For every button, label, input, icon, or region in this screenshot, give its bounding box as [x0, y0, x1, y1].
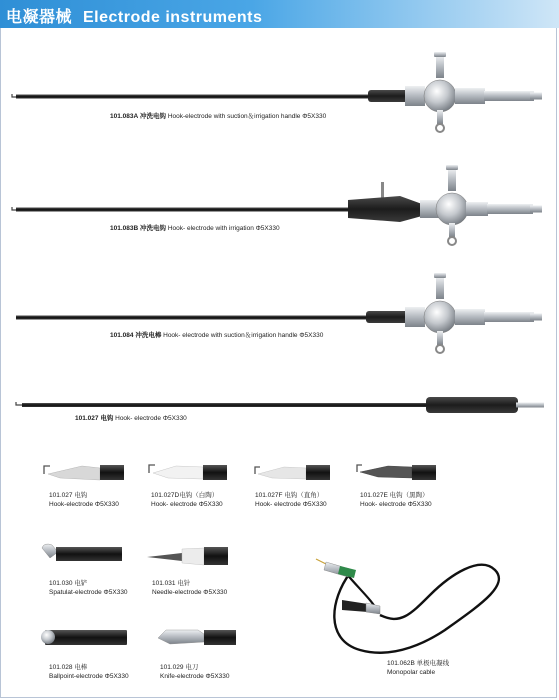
- instrument-101-083b-illustration: [12, 165, 542, 245]
- tip-101-027f-illustration: [255, 465, 330, 480]
- caption-tip-101-027f: 101.027F 电钩（直角） Hook- electrode Φ5X330: [255, 492, 327, 508]
- caption-tip-101-030: 101.030 电铲 Spatulat-electrode Φ5X330: [49, 580, 128, 596]
- caption-101-083b: 101.083B 冲洗电钩 Hook- electrode with irrigation Φ5X330: [110, 225, 280, 232]
- caption-101-083a: 101.083A 冲洗电钩 Hook-electrode with suction＆irrigation handle Φ5X330: [110, 113, 327, 120]
- tip-101-031-illustration: [147, 547, 228, 565]
- caption-tip-101-027d: 101.027D电钩（白陶） Hook- electrode Φ5X330: [151, 492, 223, 508]
- caption-tip-101-027e: 101.027E 电钩（黑陶） Hook- electrode Φ5X330: [360, 492, 432, 508]
- page-title-en: Electrode instruments: [82, 9, 263, 26]
- tip-101-029-illustration: [158, 630, 236, 645]
- caption-tip-101-029: 101.029 电刀 Knife-electrode Φ5X330: [160, 664, 230, 680]
- tip-101-030-illustration: [42, 544, 122, 561]
- caption-tip-101-028: 101.028 电棒 Ballpoint-electrode Φ5X330: [49, 664, 129, 680]
- tip-101-027d-illustration: [149, 465, 227, 480]
- caption-tip-101-027: 101.027 电钩 Hook-electrode Φ5X330: [49, 492, 119, 508]
- instrument-101-027-illustration: [16, 397, 544, 413]
- tip-101-027e-illustration: [357, 465, 436, 480]
- monopolar-cable-illustration: [316, 559, 499, 653]
- instrument-101-084-illustration: [16, 273, 542, 353]
- tip-101-027-illustration: [44, 465, 124, 480]
- caption-cable-101-062b: 101.062B 单极电凝线 Monopolar cable: [387, 660, 450, 676]
- page-title-cn: 电凝器械: [6, 9, 73, 26]
- caption-101-084: 101.084 冲洗电棒 Hook- electrode with suction＆irrigation handle Φ5X330: [110, 332, 324, 339]
- caption-101-027: 101.027 电钩 Hook- electrode Φ5X330: [75, 415, 187, 422]
- tip-101-028-illustration: [41, 630, 127, 645]
- caption-tip-101-031: 101.031 电针 Needle-electrode Φ5X330: [152, 580, 228, 596]
